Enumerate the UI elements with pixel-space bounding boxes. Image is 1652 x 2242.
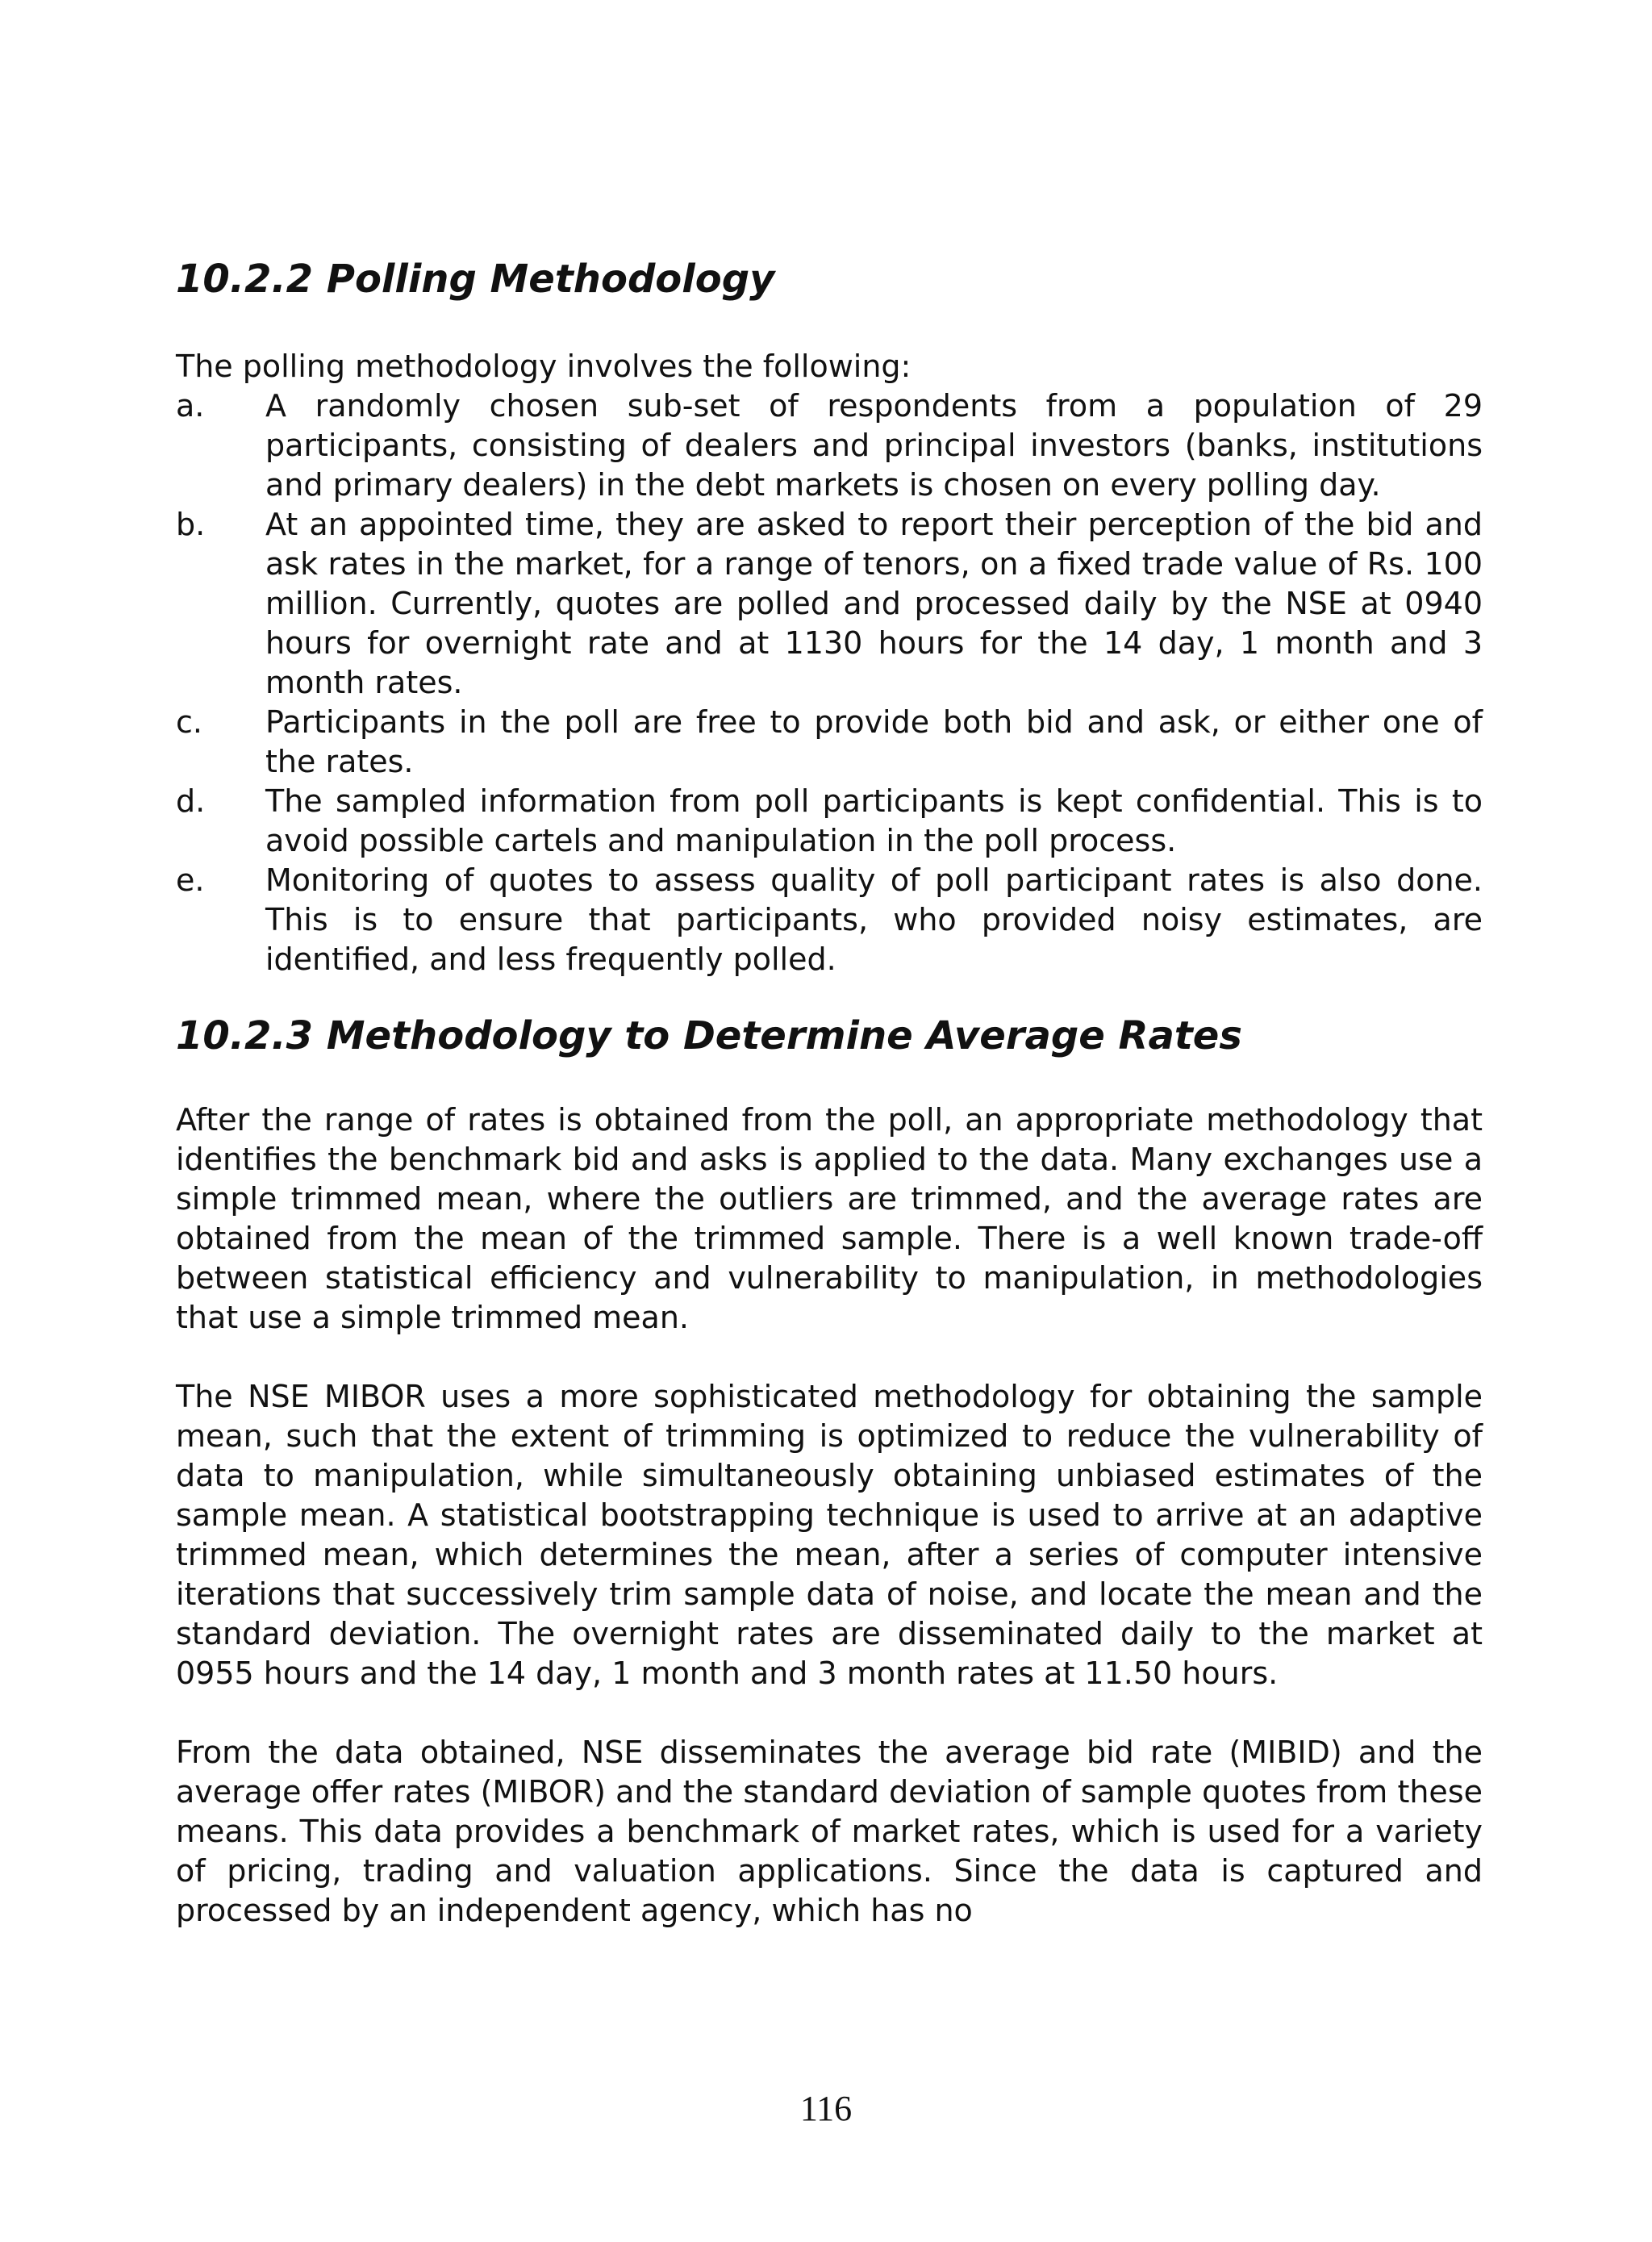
list-item-text: Monitoring of quotes to assess quality of poll participant rates is also done. This is to ensure that participants, who provided noisy estimates, are identified, and less frequently polled. (265, 862, 1483, 977)
list-item (176, 505, 1483, 703)
list-marker: c. (176, 704, 202, 740)
list-item (176, 861, 1483, 979)
list-item-text: The sampled information from poll participants is kept confidential. This is to avoid possible cartels and manipulation in the poll process. (265, 783, 1483, 858)
document-page (176, 255, 1483, 1931)
list-marker: b. (176, 507, 206, 542)
polling-intro: The polling methodology involves the following: (176, 349, 912, 384)
list-item-text: Participants in the poll are free to provide both bid and ask, or either one of the rates. (265, 704, 1483, 779)
list-item-text: At an appointed time, they are asked to report their perception of the bid and ask rates in the market, for a range of tenors, on a fixed trade value of Rs. 100 million. Currently, quotes are polled and processed daily by the NSE at 0940 hours for overnight rate and at 1130 hours for the 14 day, 1 month and 3 month rates. (265, 507, 1483, 700)
body-paragraph: After the range of rates is obtained from the poll, an appropriate methodology that identifies the benchmark bid and asks is applied to the data. Many exchanges use a simple trimmed mean, where the outliers are trimmed, and the average rates are obtained from the mean of the trimmed sample. There is a well known trade-off between statistical efficiency and vulnerability to manipulation, in methodologies that use a simple trimmed mean. (176, 1102, 1483, 1335)
list-item (176, 386, 1483, 505)
page-number: 116 (799, 2089, 853, 2128)
list-marker: d. (176, 783, 206, 819)
body-paragraph: The NSE MIBOR uses a more sophisticated methodology for obtaining the sample mean, such that the extent of trimming is optimized to reduce the vulnerability of data to manipulation, while simultaneously obtaining unbiased estimates of the sample mean. A statistical bootstrapping technique is used to arrive at an adaptive trimmed mean, which determines the mean, after a series of computer intensive iterations that successively trim sample data of noise, and locate the mean and the standard deviation. The overnight rates are disseminated daily to the market at 0955 hours and the 14 day, 1 month and 3 month rates at 11.50 hours. (176, 1379, 1483, 1691)
section-heading-10-2-3: 10.2.3 Methodology to Determine Average Rates (176, 1013, 1242, 1058)
list-marker: a. (176, 388, 205, 424)
body-paragraph: From the data obtained, NSE disseminates the average bid rate (MIBID) and the average offer rates (MIBOR) and the standard deviation of sample quotes from these means. This data provides a benchmark of market rates, which is used for a variety of pricing, trading and valuation applications. Since the data is captured and processed by an independent agency, which has no (176, 1735, 1483, 1928)
list-item (176, 703, 1483, 782)
list-marker: e. (176, 862, 205, 898)
polling-steps-list (176, 386, 1483, 979)
section-heading-10-2-2: 10.2.2 Polling Methodology (176, 257, 775, 302)
list-item (176, 782, 1483, 861)
list-item-text: A randomly chosen sub-set of respondents from a population of 29 participants, consisting of dealers and principal investors (banks, institutions and primary dealers) in the debt markets is chosen on every polling day. (265, 388, 1483, 503)
